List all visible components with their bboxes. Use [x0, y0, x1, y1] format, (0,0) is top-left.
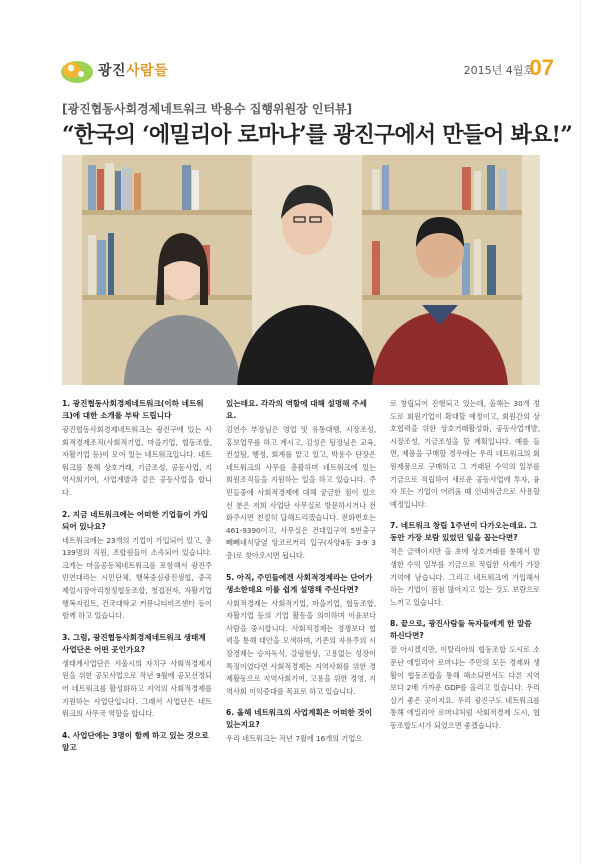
answer-6-part1: 우리 네트워크는 작년 7월에 16개의 기업으 [226, 734, 363, 744]
answer-4: 김연수 부장님은 영업 및 유통대행, 시장조성, 홍보업무를 하고 계시고, 김성은 팀장님은 교육, 컨설팅, 행정, 회계를 맡고 있고, 박용수 단장은 네트워크의 사무를 총괄하며 네트워크에 있는 회원조직들을 지원하는 일을 하고 있습니다. 주민들중에 사회적경제에 대해 궁금한 점이 있으신 분은 저희 사업단 사무실로 방문하시거나 전화주시면 친절히 답해드리겠습니다. 전화번호는 461-9390이고, 사무실은 건대입구역 5번출구 뻬뻬네식당옆 앙코르커리 입구(자양4동 3-9 3층)로 찾아오시면 됩니다. [226, 425, 376, 560]
question-4-part1: 4. 사업단에는 3명이 함께 하고 있는 것으로 알고 [62, 730, 209, 752]
question-2: 2. 지금 네트워크에는 어떠한 기업들이 가입되어 있나요? [62, 509, 209, 531]
question-1: 1. 광진협동사회경제네트워크(이하 네트워크)에 대한 소개를 부탁 드립니다 [62, 399, 204, 420]
interview-photo [62, 155, 540, 385]
issue-date: 2015년 4월호 [463, 64, 534, 77]
answer-2: 네트워크에는 23개의 기업이 가입되어 있고, 총 139명의 직원, 조합원들이 소속되어 있습니다. 크게는 마을공동체네트워크를 포함해서 광진주민연대라는 시민단체, 행복중심광진생협, 중곡제일시장아리청정협동조합, 청접전자, 자활기업 행복지킴트, 건국대학교 커뮤니티비즈센터 등이 함께 하고 있습니다. [62, 535, 212, 621]
brand-name [98, 60, 168, 80]
column-3 [390, 398, 540, 741]
brand-prefix: 광진 [98, 63, 127, 79]
page-number: 07 [529, 55, 554, 80]
brand-logo-icon [60, 58, 94, 84]
answer-5: 사회적경제는 사회적기업, 마을기업, 협동조합, 자활기업 등의 기업 활동을 의미하며 이윤보다 사람을 중시합니다. 사회적경제는 경쟁보다 협력을 통해 대안을 모색하며, 기존의 자유주의 시장경제는 승자독식, 갈림현상, 고용없는 성장이 특징이었다면 사회적경제는 지역사회를 위한 경제활동으로 지역사회기여, 고용을 위한 경영, 지역사회 이익증대를 목표로 하고 있습니다. [226, 598, 376, 696]
answer-8: 잘 아시겠지만, 이탈리아의 협동조합 도시로 소문난 에밀리아 로마냐는 주민의 모든 경제와 생활이 협동조합을 통해 해소되면서도 다른 지역보다 2배 가까운 GDP를 올리고 있습니다. 우리 살기 좋은 곳이지요. 우리 광진구도 네트워크를 통해 에밀리아 로마냐처럼 사회적경제 도시, 협동조합도시가 되었으면 좋겠습니다. [390, 645, 540, 730]
question-7: 7. 네트워크 창립 1주년이 다가오는데요. 그동안 가장 보람 있었던 일을 꼽는다면? [390, 521, 537, 543]
page-header [0, 0, 600, 80]
article-tag: [광진협동사회경제네트워크 박용수 집행위원장 인터뷰] [62, 102, 353, 116]
article-headline: “한국의 ‘에밀리아 로마냐’를 광진구에서 만들어 봐요!” [62, 122, 573, 148]
interview-photo-illustration [62, 155, 540, 385]
column-1 [62, 398, 212, 756]
answer-7: 적은 금액이지만 올 초에 상호거래를 통해서 발생한 수익 일부를 기금으로 적립한 사례가 가장 기억에 남습니다. 그리고 네트워크에 가입해서 하는 기업이 점점 많아지고 있는 것도 보람으로 느끼고 있습니다. [390, 547, 540, 607]
question-3: 3. 그럼, 광진협동사회경제네트워크 생태계사업단은 어떤 곳인가요? [62, 632, 206, 654]
question-6: 6. 올해 네트워크의 사업계획은 어떠한 것이 있는지요? [226, 708, 373, 730]
question-8: 8. 끝으로, 광진사람들 독자들에게 한 말씀 하신다면? [390, 619, 532, 641]
answer-1: 광진협동사회경제네트워크는 광진구에 있는 사회적경제조직(사회적기업, 마을기업, 협동조합, 자활기업 등)이 모여 있는 네트워크입니다. 네트워크를 통해 상호거래, 기금조성, 공동사업, 지역사회기여, 사업계발과 같은 공동사업을 합니다. [62, 425, 212, 497]
page-edge-line [580, 0, 581, 864]
answer-6-part2: 로 창립되어 진행되고 있는데, 올해는 30개 정도로 회원기업이 확대할 예정이고, 회원간의 상호협력을 위한 상호거래활성화, 공동사업개발, 시장조성, 기금조성을 할 계획입니다. 예를 들면, 제품을 구매할 경우에는 우리 네트워크의 회원제품으로 구매하고 그 거래된 수익의 일부를 기금으로 적립하여 새로운 공동사업에 투자, 융자 또는 기업이 어려움 때 인내자금으로 사용할 예정입니다. [390, 399, 540, 509]
question-4-part2: 있는데요. 각각의 역할에 대해 설명해 주세요. [226, 399, 367, 420]
answer-3: 생태계사업단은 서울시의 자치구 사회적경제지원을 위한 공모사업으로 작년 9월에 공모선정되어 네트워크를 활성화하고 지역의 사회적경제를 지원하는 사업단입니다. 그래서 사업단은 네트워크의 사무국 역할을 합니다. [62, 658, 212, 719]
brand-suffix: 사람들 [126, 63, 169, 79]
question-5: 5. 아직, 주민들에겐 사회적경제라는 단어가 생소한데요 이를 쉽게 설명해 주신다면? [226, 572, 373, 594]
article-body [62, 398, 540, 818]
column-2 [226, 398, 376, 755]
